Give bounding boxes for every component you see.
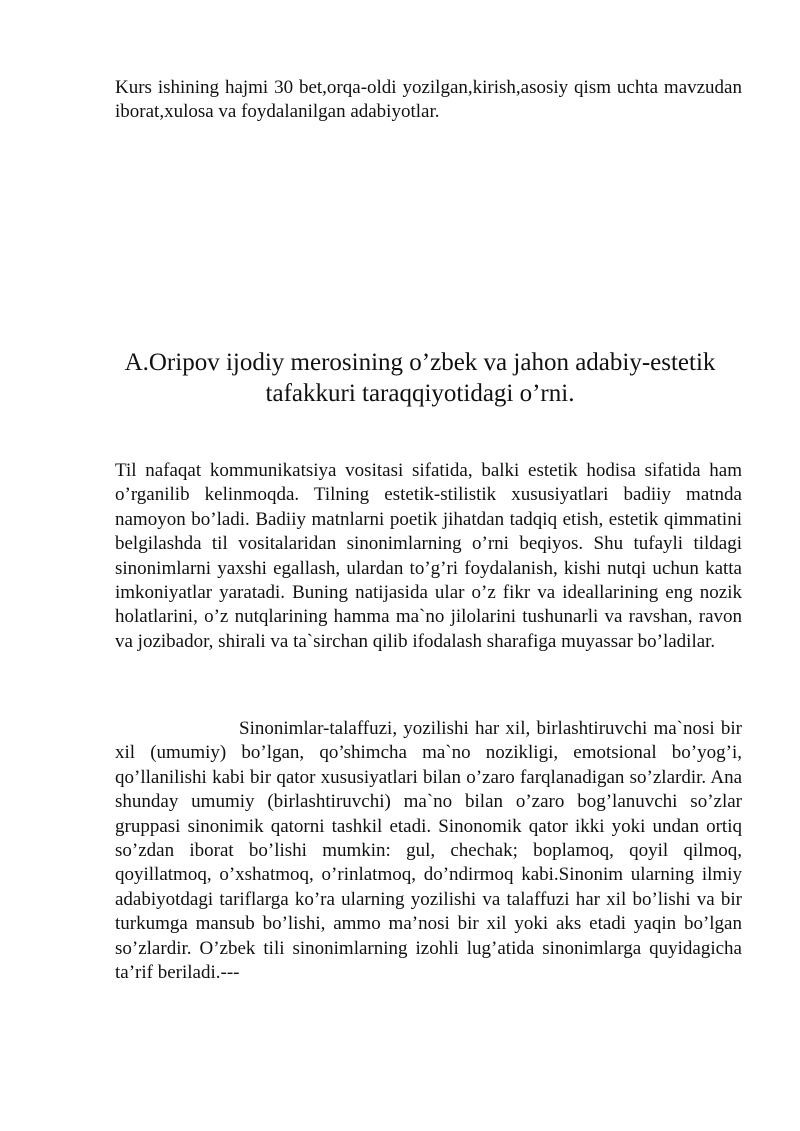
page-title: A.Oripov ijodiy merosining o’zbek va jahon adabiy-estetik tafakkuri taraqqiyotidagi o’rni. bbox=[124, 349, 716, 407]
body-paragraph-1: Til nafaqat kommunikatsiya vositasi sifatida, balki estetik hodisa sifatida ham o’rganilib kelinmoqda. Tilning estetik-stilistik xususiyatlari badiiy matnda namoyon bo’ladi. Badiiy matnlarni poetik jihatdan tadqiq etish, estetik qimmatini belgilashda til vositalaridan sinonimlarning o’rni beqiyos. Shu tufayli tildagi sinonimlarni yaxshi egallash, ulardan to’g’ri foydalanish, kishi nutqi uchun katta imkoniyatlar yaratadi. Buning natijasida ular o’z fikr va ideallarining eng nozik holatlarini, o’z nutqlarining hamma ma`no jilolarini tushunarli va ravshan, ravon va jozibador, shirali va ta`sirchan qilib ifodalash sharafiga muyassar bo’ladilar. bbox=[115, 460, 742, 652]
intro-paragraph: Kurs ishining hajmi 30 bet,orqa-oldi yozilgan,kirish,asosiy qism uchta mavzudan iborat,xulosa va foydalanilgan adabiyotlar. bbox=[115, 77, 742, 122]
body-paragraph-2: Sinonimlar-talaffuzi, yozilishi har xil, birlashtiruvchi ma`nosi bir xil (umumiy) bo’lgan, qo’shimcha ma`no nozikligi, emotsional bo’yog’i, qo’llanilishi kabi bir qator xususiyatlari bilan o’zaro farqlanadigan so’zlardir. Ana shunday umumiy (birlashtiruvchi) ma`no bilan o’zaro bog’lanuvchi so’zlar gruppasi sinonimik qatorni tashkil etadi. Sinonomik qator ikki yoki undan ortiq so’zdan iborat bo’lishi mumkin: gul, chechak; boplamoq, qoyil qilmoq, qoyillatmoq, o’xshatmoq, o’rinlatmoq, do’ndirmoq kabi.Sinonim ularning ilmiy adabiyotdagi tariflarga ko’ra ularning yozilishi va talaffuzi har xil bo’lishi va bir turkumga mansub bo’lishi, ammo ma’nosi bir xil yoki aks etadi yaqin bo’lgan so’zlardir. O’zbek tili sinonimlarning izohli lug’atida sinonimlarga quyidagicha ta’rif beriladi.--- bbox=[115, 718, 742, 984]
